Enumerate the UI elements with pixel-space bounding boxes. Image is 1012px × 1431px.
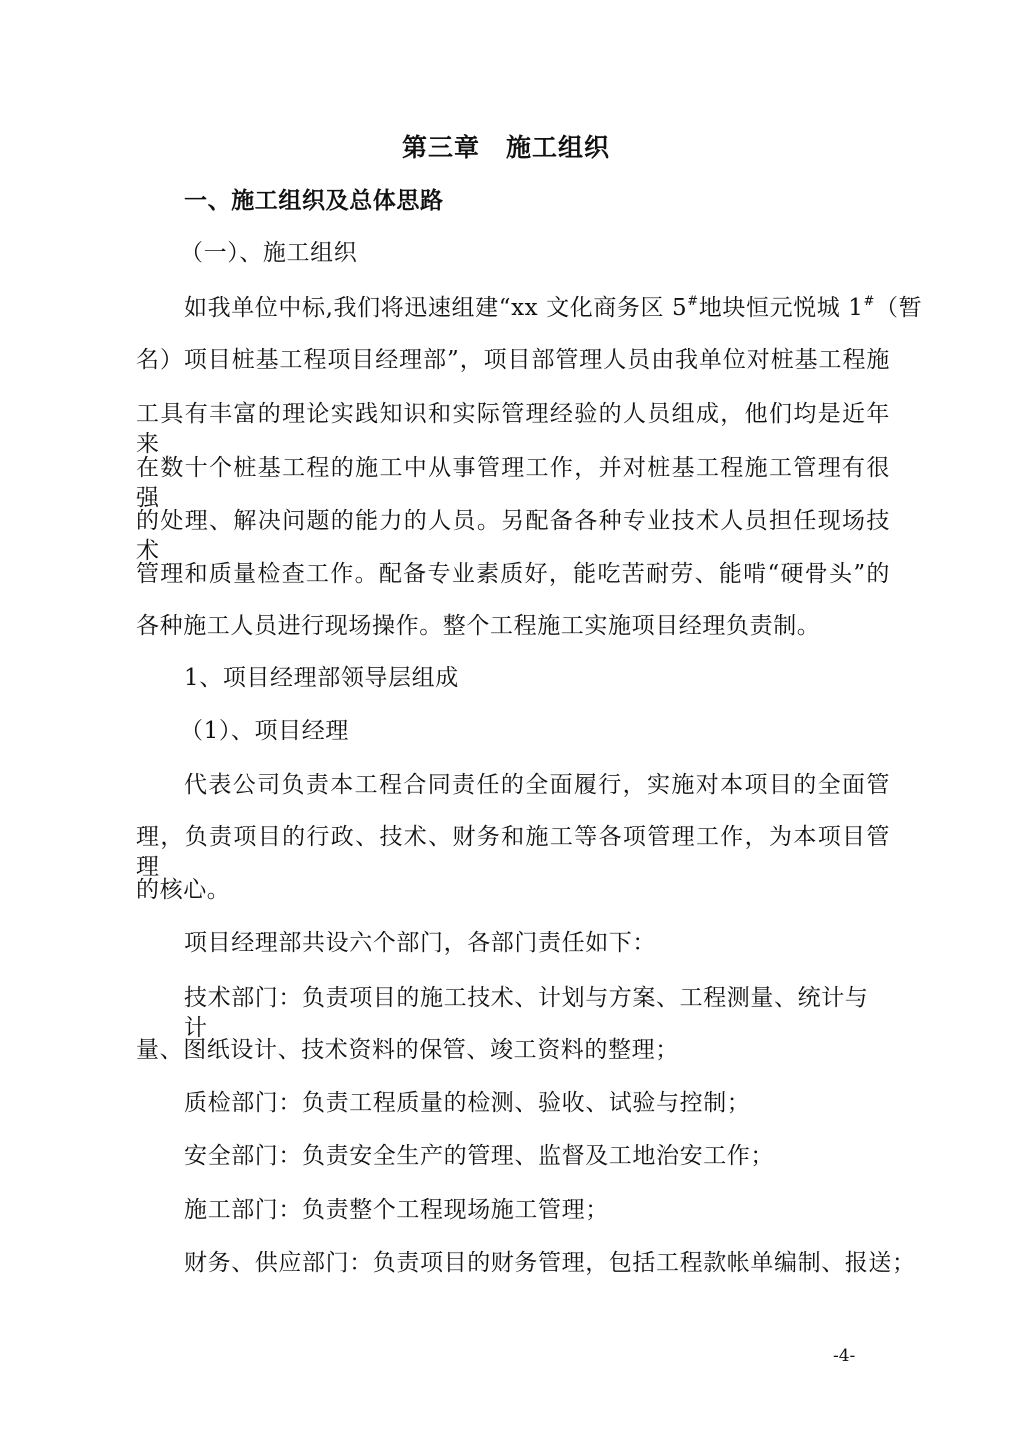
paragraph-line: 工具有丰富的理论实践知识和实际管理经验的人员组成，他们均是近年来 — [136, 401, 890, 457]
paragraph-line: 如我单位中标,我们将迅速组建“xx 文化商务区 5#地块恒元悦城 1#（暂 — [184, 294, 923, 321]
chapter-title — [0, 130, 1012, 166]
subsection-heading: （一）、施工组织 — [180, 240, 358, 266]
paragraph-line: 管理和质量检查工作。配备专业素质好，能吃苦耐劳、能啃“硬骨头”的 — [136, 561, 890, 587]
paragraph-line: 财务、供应部门：负责项目的财务管理，包括工程款帐单编制、报送； — [184, 1250, 916, 1276]
paragraph-line: 量、图纸设计、技术资料的保管、竣工资料的整理； — [136, 1037, 679, 1063]
paragraph-line: 质检部门：负责工程质量的检测、验收、试验与控制； — [184, 1090, 751, 1116]
chapter-number: 第三章 — [401, 133, 480, 162]
chapter-name: 施工组织 — [506, 133, 611, 162]
paragraph-line: 在数十个桩基工程的施工中从事管理工作，并对桩基工程施工管理有很强 — [136, 455, 890, 511]
paragraph-line: 的处理、解决问题的能力的人员。另配备各种专业技术人员担任现场技术 — [136, 508, 890, 564]
subsection-heading: （1）、项目经理 — [180, 718, 349, 744]
paragraph-line: 理，负责项目的行政、技术、财务和施工等各项管理工作，为本项目管理 — [136, 824, 890, 880]
paragraph-line: 技术部门：负责项目的施工技术、计划与方案、工程测量、统计与计 — [184, 985, 869, 1041]
page-number: -4- — [833, 1346, 856, 1366]
paragraph-line: 的核心。 — [136, 877, 231, 903]
paragraph-line: 施工部门：负责整个工程现场施工管理； — [184, 1197, 609, 1223]
subsection-heading: 1、项目经理部领导层组成 — [184, 665, 459, 691]
paragraph-line: 代表公司负责本工程合同责任的全面履行，实施对本项目的全面管 — [184, 772, 890, 798]
paragraph-line: 名）项目桩基工程项目经理部”，项目部管理人员由我单位对桩基工程施 — [136, 347, 890, 373]
section-heading: 一、施工组织及总体思路 — [184, 187, 444, 214]
paragraph-line: 项目经理部共设六个部门，各部门责任如下： — [184, 930, 656, 956]
paragraph-line: 各种施工人员进行现场操作。整个工程施工实施项目经理负责制。 — [136, 613, 821, 639]
paragraph-line: 安全部门：负责安全生产的管理、监督及工地治安工作； — [184, 1143, 774, 1169]
